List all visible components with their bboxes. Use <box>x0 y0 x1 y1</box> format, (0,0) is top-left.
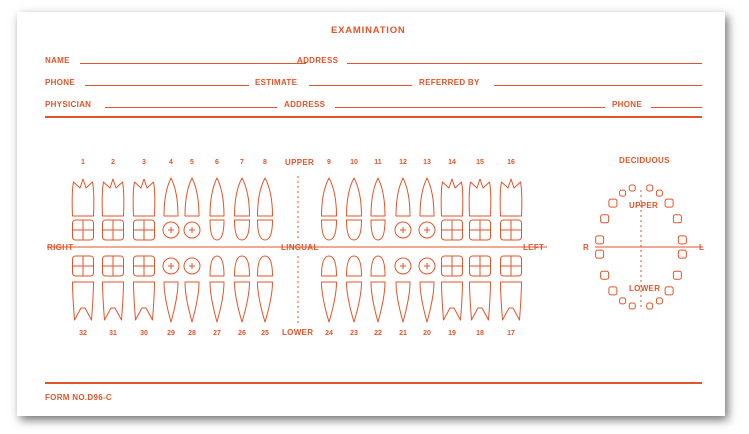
phone-label: PHONE <box>45 78 75 87</box>
deciduous-tooth[interactable] <box>678 250 686 258</box>
lower-tooth-number: 24 <box>325 330 333 337</box>
deciduous-tooth[interactable] <box>665 199 673 207</box>
deciduous-tooth[interactable] <box>673 215 681 223</box>
lower-tooth-18[interactable] <box>470 256 491 320</box>
footer-divider <box>45 382 702 384</box>
lower-tooth-19[interactable] <box>442 256 463 320</box>
upper-tooth-7[interactable] <box>235 178 250 240</box>
deciduous-tooth[interactable] <box>620 190 626 196</box>
upper-tooth-14[interactable] <box>441 179 463 240</box>
form-title: EXAMINATION <box>331 25 406 36</box>
lower-tooth-number: 32 <box>79 330 87 337</box>
lower-tooth-number: 29 <box>167 330 175 337</box>
lower-tooth-number: 23 <box>350 330 358 337</box>
lower-tooth-number: 19 <box>448 330 456 337</box>
upper-tooth-number: 4 <box>169 159 173 166</box>
upper-tooth-number: 8 <box>263 159 267 166</box>
upper-tooth-number: 13 <box>423 159 431 166</box>
upper-tooth-16[interactable] <box>500 179 522 240</box>
upper-tooth-number: 6 <box>215 159 219 166</box>
lower-tooth-number: 28 <box>188 330 196 337</box>
lower-tooth-number: 26 <box>238 330 246 337</box>
upper-tooth-4[interactable] <box>163 178 179 238</box>
upper-tooth-number: 9 <box>327 159 331 166</box>
estimate-label: ESTIMATE <box>255 78 298 87</box>
deciduous-tooth[interactable] <box>647 303 653 309</box>
upper-tooth-number: 2 <box>111 159 115 166</box>
upper-tooth-number: 10 <box>350 159 358 166</box>
lower-tooth-21[interactable] <box>395 258 411 322</box>
lower-label: LOWER <box>282 328 314 337</box>
deciduous-tooth[interactable] <box>647 185 653 191</box>
deciduous-tooth[interactable] <box>601 271 609 279</box>
lower-tooth-17[interactable] <box>501 256 522 320</box>
lower-tooth-23[interactable] <box>347 256 362 322</box>
phone2-label: PHONE <box>612 100 642 109</box>
lower-tooth-24[interactable] <box>322 256 337 322</box>
deciduous-tooth[interactable] <box>620 298 626 304</box>
deciduous-tooth[interactable] <box>601 215 609 223</box>
deciduous-r-label: R <box>583 243 590 252</box>
lower-tooth-number: 31 <box>109 330 117 337</box>
upper-tooth-2[interactable] <box>102 179 124 240</box>
deciduous-l-label: L <box>699 243 705 252</box>
name-label: NAME <box>45 56 70 65</box>
lower-tooth-number: 27 <box>213 330 221 337</box>
deciduous-tooth[interactable] <box>629 185 635 191</box>
lower-tooth-26[interactable] <box>235 256 250 322</box>
form-number: FORM NO.D96-C <box>45 393 113 402</box>
upper-tooth-number: 14 <box>448 159 456 166</box>
lower-tooth-number: 18 <box>476 330 484 337</box>
upper-label: UPPER <box>285 158 315 167</box>
lower-tooth-number: 30 <box>140 330 148 337</box>
upper-tooth-15[interactable] <box>469 179 491 240</box>
deciduous-tooth[interactable] <box>609 287 617 295</box>
lower-tooth-number: 20 <box>423 330 431 337</box>
referred-by-label: REFERRED BY <box>419 78 480 87</box>
deciduous-tooth[interactable] <box>629 303 635 309</box>
exam-form-card <box>17 12 725 416</box>
deciduous-tooth[interactable] <box>665 287 673 295</box>
upper-tooth-number: 12 <box>399 159 407 166</box>
upper-tooth-3[interactable] <box>133 179 155 240</box>
lower-tooth-number: 21 <box>399 330 407 337</box>
lower-tooth-20[interactable] <box>419 258 435 322</box>
upper-tooth-number: 15 <box>476 159 484 166</box>
lower-tooth-25[interactable] <box>258 256 273 322</box>
deciduous-tooth[interactable] <box>673 271 681 279</box>
upper-tooth-12[interactable] <box>395 178 411 238</box>
lower-tooth-number: 22 <box>374 330 382 337</box>
lower-tooth-28[interactable] <box>184 258 200 322</box>
deciduous-tooth[interactable] <box>596 236 604 244</box>
deciduous-tooth[interactable] <box>678 236 686 244</box>
left-label: LEFT <box>523 243 545 252</box>
physician-label: PHYSICIAN <box>45 100 92 109</box>
upper-tooth-5[interactable] <box>184 178 200 238</box>
upper-tooth-number: 11 <box>374 159 382 166</box>
upper-tooth-1[interactable] <box>72 179 94 240</box>
deciduous-tooth[interactable] <box>656 190 662 196</box>
deciduous-tooth[interactable] <box>609 199 617 207</box>
upper-tooth-number: 16 <box>507 159 515 166</box>
upper-tooth-8[interactable] <box>258 178 273 240</box>
upper-tooth-number: 7 <box>240 159 244 166</box>
deciduous-upper-label: UPPER <box>629 201 659 210</box>
deciduous-tooth[interactable] <box>596 250 604 258</box>
lower-tooth-31[interactable] <box>103 256 124 320</box>
upper-tooth-10[interactable] <box>347 178 362 240</box>
upper-tooth-11[interactable] <box>371 178 385 240</box>
upper-tooth-number: 3 <box>142 159 146 166</box>
upper-tooth-number: 5 <box>190 159 194 166</box>
lower-tooth-27[interactable] <box>210 256 224 322</box>
address2-label: ADDRESS <box>284 100 326 109</box>
upper-tooth-13[interactable] <box>419 178 435 238</box>
lower-tooth-22[interactable] <box>371 256 385 322</box>
lingual-label: LINGUAL <box>281 243 319 252</box>
right-label: RIGHT <box>47 243 74 252</box>
lower-tooth-32[interactable] <box>73 256 94 320</box>
address-label: ADDRESS <box>297 56 339 65</box>
upper-tooth-6[interactable] <box>210 178 224 240</box>
lower-tooth-29[interactable] <box>163 258 179 322</box>
lower-tooth-30[interactable] <box>134 256 155 320</box>
lower-tooth-number: 25 <box>261 330 269 337</box>
tooth-chart <box>17 12 725 416</box>
upper-tooth-9[interactable] <box>322 178 337 240</box>
deciduous-title: DECIDUOUS <box>619 156 670 165</box>
lower-tooth-number: 17 <box>507 330 515 337</box>
deciduous-tooth[interactable] <box>656 298 662 304</box>
upper-tooth-number: 1 <box>81 159 85 166</box>
deciduous-lower-label: LOWER <box>629 284 661 293</box>
